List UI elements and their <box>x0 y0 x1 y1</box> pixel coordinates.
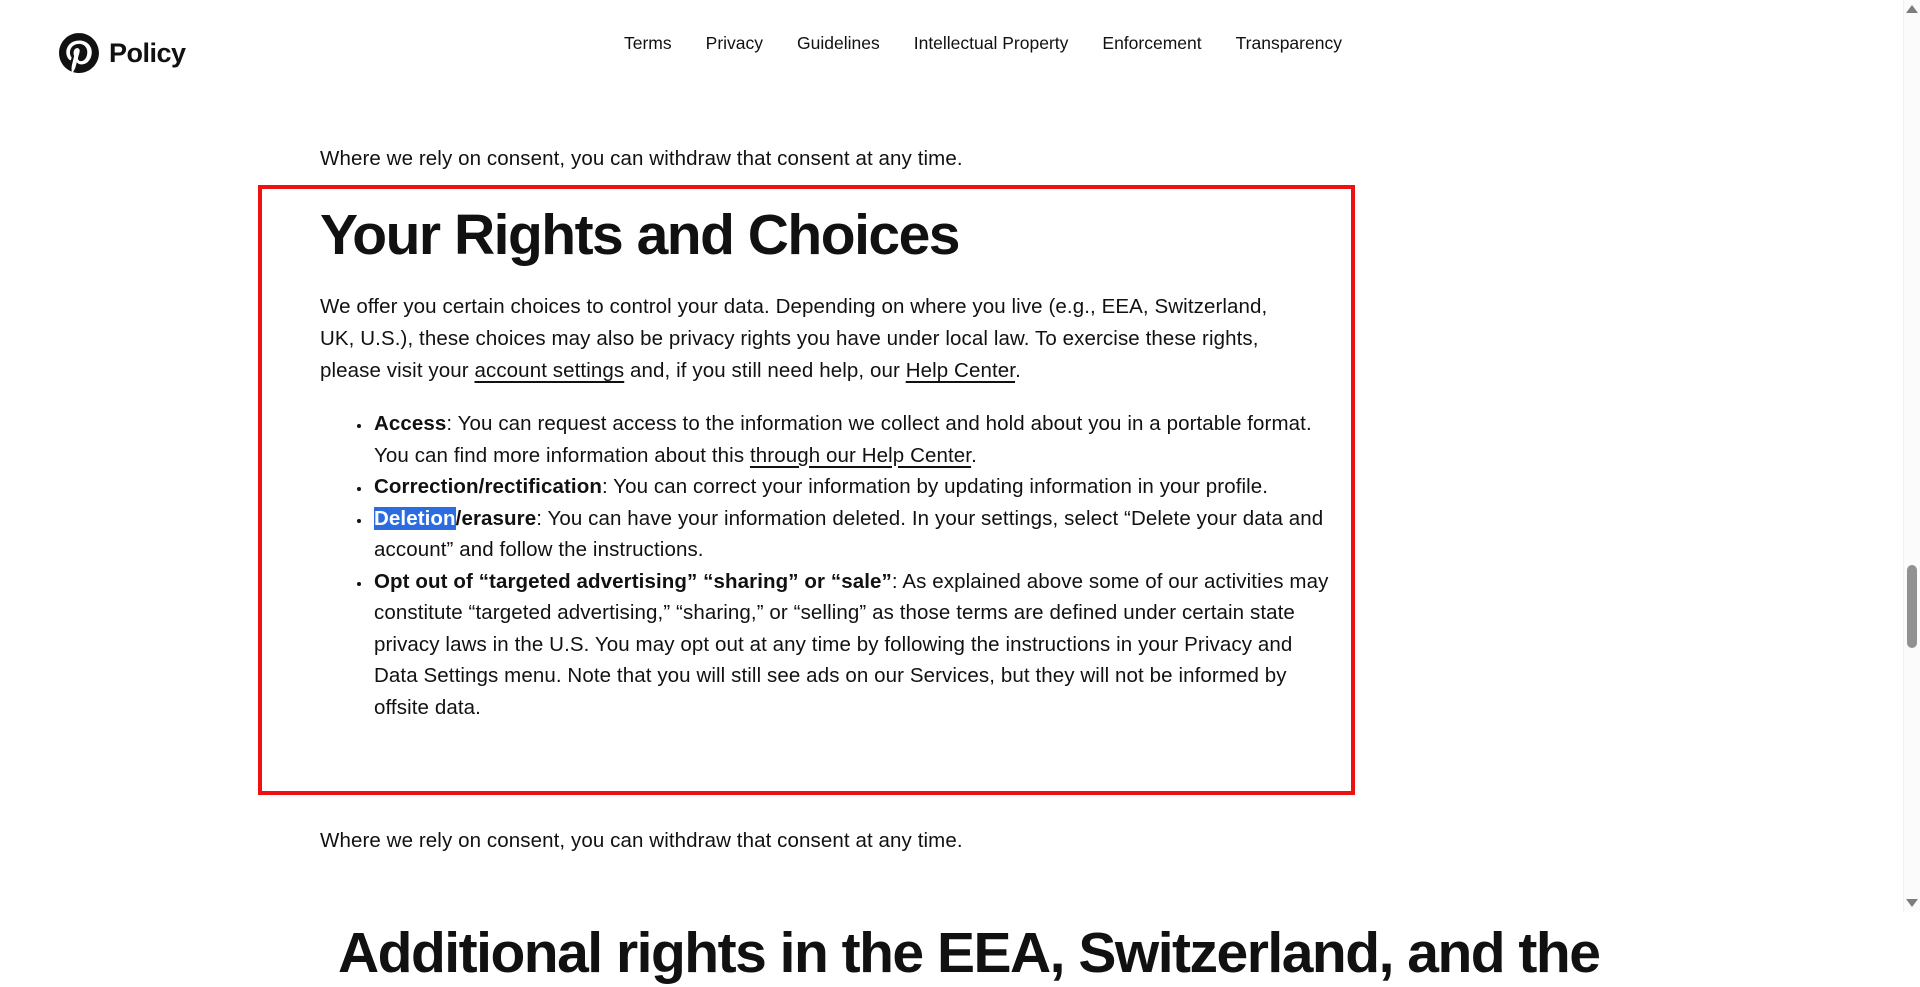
text-segment: : You can have your information deleted. In your settings, select “Delete your data and account” and follow the instructions. <box>374 506 1324 561</box>
text-segment: Correction/rectification <box>374 475 602 498</box>
highlight-annotation-box <box>258 185 1355 795</box>
consent-withdraw-line-top: Where we rely on consent, you can withdraw that consent at any time. <box>320 146 963 170</box>
top-nav <box>624 0 1342 86</box>
nav-link[interactable]: Intellectual Property <box>913 32 1069 53</box>
nav-link[interactable]: Terms <box>624 32 672 53</box>
page-header <box>0 0 1903 86</box>
rights-list-item <box>372 471 1332 503</box>
nav-link[interactable]: Guidelines <box>797 32 880 53</box>
scrollbar-thumb[interactable] <box>1907 565 1917 648</box>
vertical-scrollbar[interactable] <box>1903 0 1920 912</box>
pinterest-logo-icon[interactable] <box>59 33 99 73</box>
section-title: Your Rights and Choices <box>320 203 960 267</box>
nav-link[interactable]: Privacy <box>705 32 764 53</box>
brand[interactable] <box>59 33 186 73</box>
rights-intro-paragraph <box>320 291 1272 387</box>
text-segment: and, if you still need help, our <box>624 359 906 382</box>
text-segment: : You can request access to the information we collect and hold about you in a portable format. You can find more information about this <box>374 412 1312 467</box>
text-segment: Access <box>374 412 447 435</box>
rights-list-item <box>372 503 1332 566</box>
text-segment: Opt out of “targeted advertising” “sharing” or “sale” <box>374 569 892 593</box>
text-segment: : You can correct your information by updating information in your profile. <box>601 475 1269 498</box>
account-settings-link[interactable]: account settings <box>474 359 625 382</box>
nav-link[interactable]: Enforcement <box>1102 32 1202 53</box>
next-section-heading-clipped: Additional rights in the EEA, Switzerland, and the <box>338 921 1600 986</box>
scroll-up-arrow-icon[interactable] <box>1906 5 1918 13</box>
text-segment: /erasure <box>455 506 537 530</box>
rights-list-item <box>372 566 1332 724</box>
help-center-link[interactable]: Help Center <box>905 359 1016 382</box>
help-center-link[interactable]: through our Help Center <box>749 443 972 467</box>
selected-text: Deletion <box>374 506 456 530</box>
rights-list <box>320 408 1332 723</box>
text-segment: . <box>971 443 977 467</box>
nav-link[interactable]: Transparency <box>1235 32 1342 53</box>
rights-list-item <box>372 408 1332 471</box>
brand-label: Policy <box>109 38 186 68</box>
text-segment: . <box>1015 359 1021 382</box>
scroll-down-arrow-icon[interactable] <box>1906 899 1918 907</box>
text-segment: We offer you certain choices to control your data. Depending on where you live (e.g., EEA, Switzerland, UK, U.S.), these choices may also be privacy rights you have under local law. To exercise these rights, please visit your <box>320 295 1268 382</box>
consent-withdraw-line-bottom: Where we rely on consent, you can withdraw that consent at any time. <box>320 828 963 852</box>
text-segment: : As explained above some of our activities may constitute “targeted advertising,” “sharing,” or “selling” as those terms are defined under certain state privacy laws in the U.S. You may opt out at any time by following the instructions in your Privacy and Data Settings menu. Note that you will still see ads on our Services, but they will not be informed by offsite data. <box>374 569 1329 719</box>
